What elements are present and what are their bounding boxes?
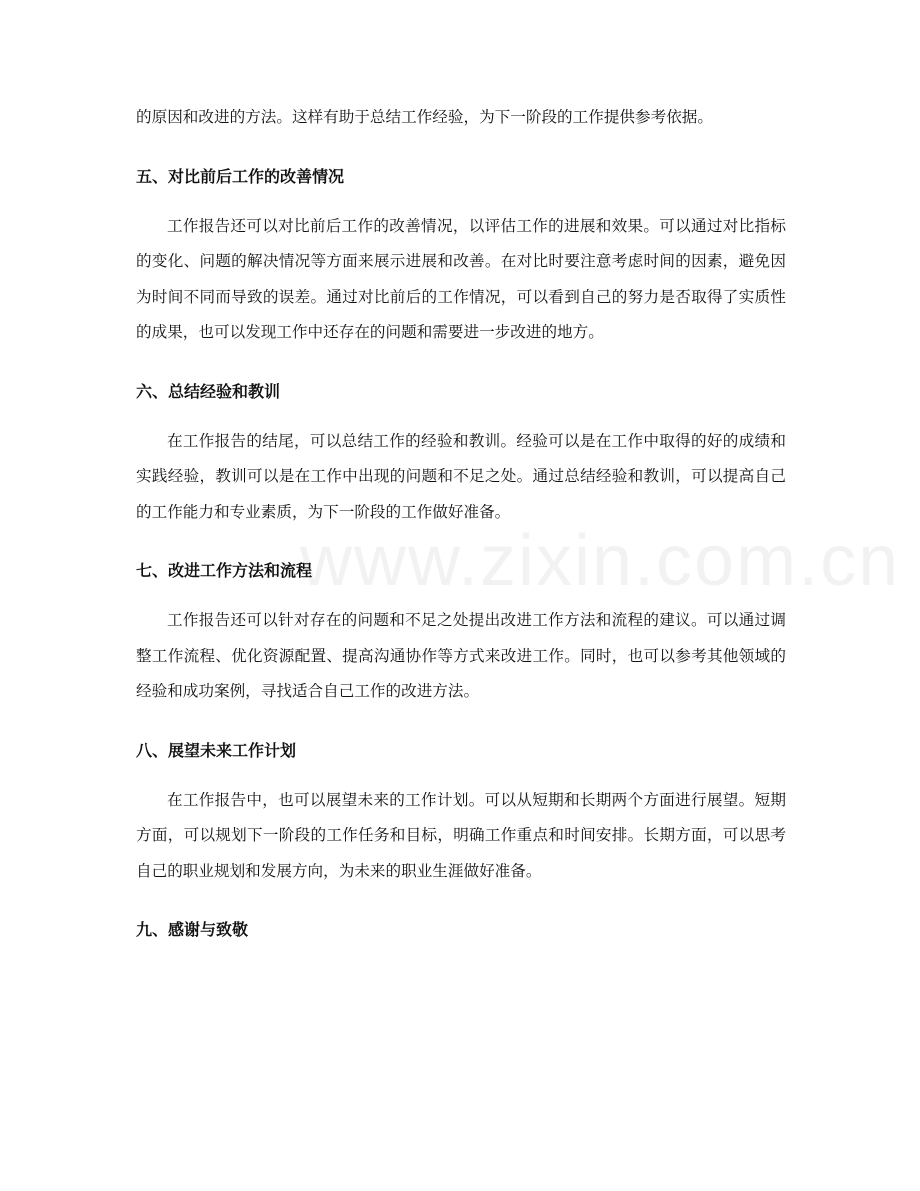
section-8-paragraph: 在工作报告中，也可以展望未来的工作计划。可以从短期和长期两个方面进行展望。短期方面，可以规划下一阶段的工作任务和目标，明确工作重点和时间安排。长期方面，可以思考自己的职业规划和发展方向，为未来的职业生涯做好准备。	[136, 790, 786, 880]
section-7-paragraph: 工作报告还可以针对存在的问题和不足之处提出改进工作方法和流程的建议。可以通过调整工作流程、优化资源配置、提高沟通协作等方式来改进工作。同时，也可以参考其他领域的经验和成功案例，寻找适合自己工作的改进方法。	[136, 611, 786, 700]
section-9-heading: 九、感谢与致敬	[136, 920, 249, 939]
intro-paragraph: 的原因和改进的方法。这样有助于总结工作经验，为下一阶段的工作提供参考依据。	[136, 108, 713, 126]
section-7-heading: 七、改进工作方法和流程	[136, 561, 313, 580]
section-5-paragraph: 工作报告还可以对比前后工作的改善情况，以评估工作的进展和效果。可以通过对比指标的变化、问题的解决情况等方面来展示进展和改善。在对比时要注意考虑时间的因素，避免因为时间不同而导致的误差。通过对比前后的工作情况，可以看到自己的努力是否取得了实质性的成果，也可以发现工作中还存在的问题和需要进一步改进的地方。	[136, 216, 786, 341]
section-6-paragraph: 在工作报告的结尾，可以总结工作的经验和教训。经验可以是在工作中取得的好的成绩和实践经验，教训可以是在工作中出现的问题和不足之处。通过总结经验和教训，可以提高自己的工作能力和专业素质，为下一阶段的工作做好准备。	[136, 431, 786, 521]
document-content	[136, 100, 786, 945]
watermark: www.zixin.com.cn	[300, 521, 901, 601]
section-8-heading: 八、展望未来工作计划	[136, 740, 297, 760]
section-5-heading: 五、对比前后工作的改善情况	[136, 166, 345, 186]
section-6-heading: 六、总结经验和教训	[136, 381, 281, 401]
